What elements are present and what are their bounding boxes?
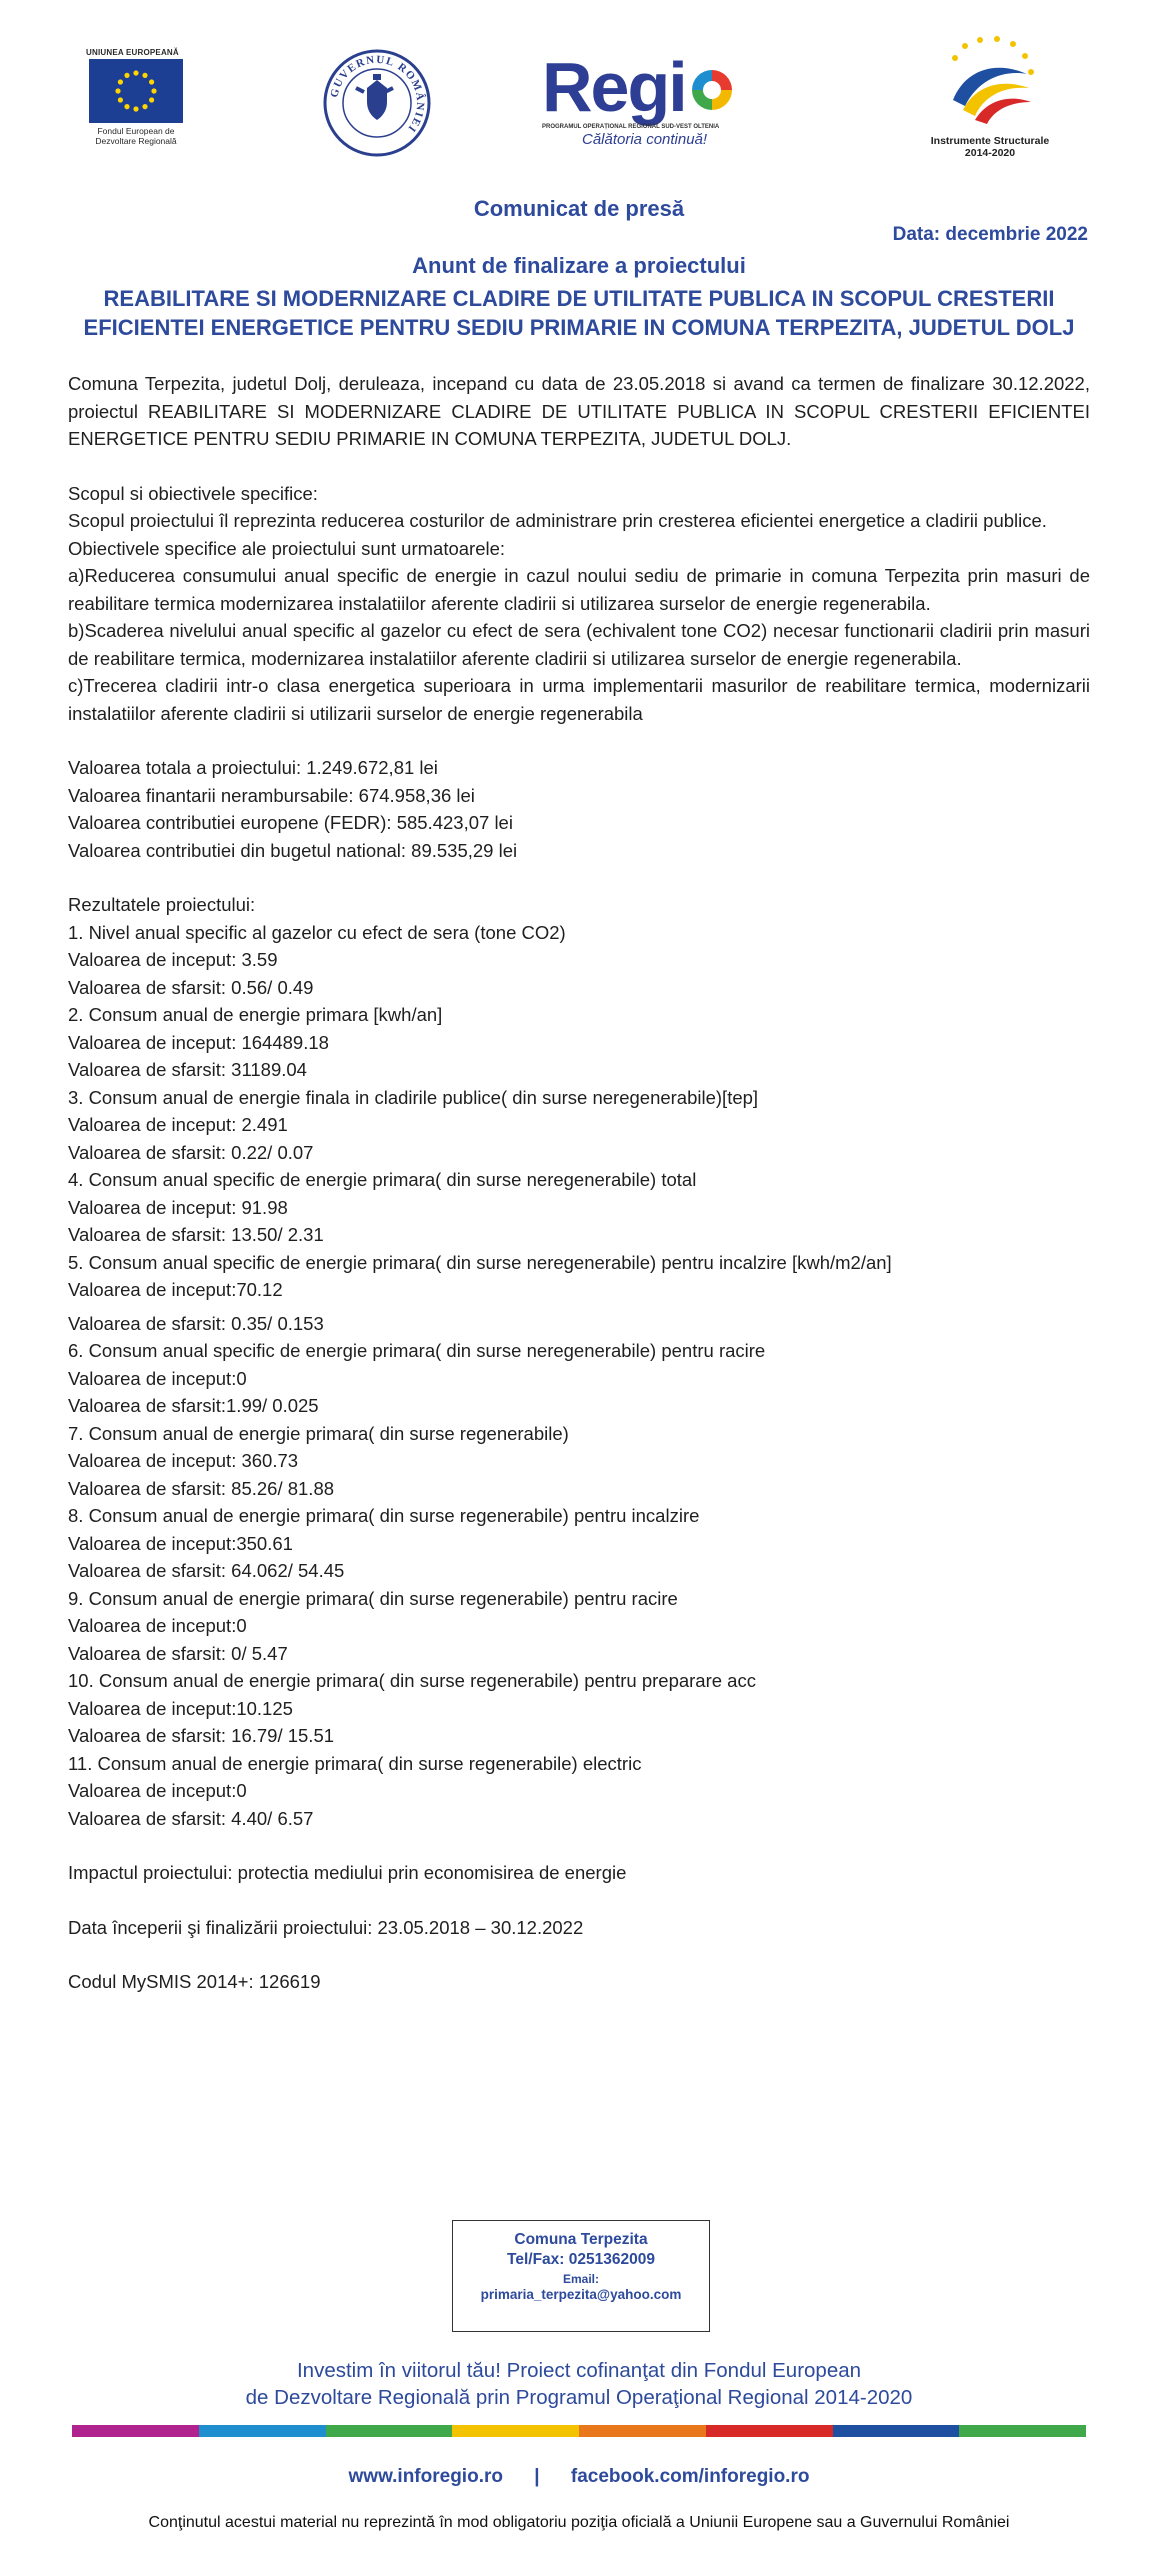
result-title: 1. Nivel anual specific al gazelor cu efect de sera (tone CO2) bbox=[68, 921, 566, 943]
eu-label-top: UNIUNEA EUROPEANĂ bbox=[86, 48, 179, 57]
eu-flag-icon bbox=[89, 59, 183, 123]
project-title-line-1: REABILITARE SI MODERNIZARE CLADIRE DE UTILITATE PUBLICA IN SCOPUL CRESTERII bbox=[103, 286, 1055, 311]
intro-paragraph: Comuna Terpezita, judetul Dolj, deruleaza, incepand cu data de 23.05.2018 si avand ca termen de finalizare 30.12.2022, proiectul REABILITARE SI MODERNIZARE CLADIRE DE UTILITATE PUBLICA IN SCOPUL CRESTERII EFICIENTEI ENERGETICE PENTRU SEDIU PRIMARIE IN COMUNA TERPEZITA, JUDETUL DOLJ. bbox=[68, 373, 1090, 449]
result-end-value: Valoarea de sfarsit: 85.26/ 81.88 bbox=[68, 1477, 335, 1499]
footer-links bbox=[0, 2466, 1158, 2488]
stripe-segment bbox=[452, 2425, 579, 2437]
press-date: Data: decembrie 2022 bbox=[892, 224, 1088, 245]
result-title: 9. Consum anual de energie primara( din surse regenerabile) pentru racire bbox=[68, 1587, 678, 1609]
regio-o-icon bbox=[688, 66, 736, 114]
regio-logo bbox=[542, 48, 762, 152]
investment-statement bbox=[0, 2357, 1158, 2411]
project-title-line-2: EFICIENTEI ENERGETICE PENTRU SEDIU PRIMARIE IN COMUNA TERPEZITA, JUDETUL DOLJ bbox=[83, 315, 1075, 340]
stripe-segment bbox=[959, 2425, 1086, 2437]
result-start-value: Valoarea de inceput:350.61 bbox=[68, 1532, 293, 1554]
scope-paragraph: Scopul proiectului îl reprezinta reducerea costurilor de administrare prin cresterea eficientei energetice a cladirii publice. bbox=[68, 510, 1047, 531]
result-end-value: Valoarea de sfarsit:1.99/ 0.025 bbox=[68, 1395, 319, 1416]
regio-wordmark: Regi bbox=[542, 48, 686, 126]
value-national: Valoarea contributiei din bugetul national: 89.535,29 lei bbox=[68, 839, 518, 861]
result-end-value: Valoarea de sfarsit: 31189.04 bbox=[68, 1059, 307, 1080]
result-start-value: Valoarea de inceput: 164489.18 bbox=[68, 1031, 329, 1053]
project-title bbox=[60, 284, 1098, 342]
eu-label-bottom-1: Fondul European de bbox=[97, 126, 175, 136]
value-total: Valoarea totala a proiectului: 1.249.672,81 lei bbox=[68, 757, 438, 778]
stripe-segment bbox=[72, 2425, 199, 2437]
result-end-value: Valoarea de sfarsit: 64.062/ 54.45 bbox=[68, 1560, 345, 1581]
regio-tagline: Călătoria continuă! bbox=[582, 131, 708, 148]
contact-email[interactable]: primaria_terpezita@yahoo.com bbox=[480, 2287, 682, 2302]
result-title: 2. Consum anual de energie primara [kwh/an] bbox=[68, 1004, 443, 1025]
eu-logo bbox=[82, 48, 190, 146]
stripe-segment bbox=[706, 2425, 833, 2437]
contact-phone: Tel/Fax: 0251362009 bbox=[507, 2251, 655, 2268]
structural-instruments-icon bbox=[935, 30, 1045, 130]
objective-c: c)Trecerea cladirii intr-o clasa energetica superioara in urma implementarii masurilor de reabilitare termica, modernizarii instalatiilor aferente cladirii si utilizarii surselor de energie regenerabila bbox=[68, 675, 1090, 724]
result-start-value: Valoarea de inceput: 3.59 bbox=[68, 949, 278, 970]
government-seal-text: GUVERNUL ROMÂNIEI bbox=[328, 53, 427, 136]
contact-name: Comuna Terpezita bbox=[514, 2231, 648, 2248]
result-start-value: Valoarea de inceput: 91.98 bbox=[68, 1196, 288, 1218]
result-end-value: Valoarea de sfarsit: 4.40/ 6.57 bbox=[68, 1807, 314, 1829]
eu-label-bottom-2: Dezvoltare Regională bbox=[95, 136, 177, 146]
result-start-value: Valoarea de inceput:10.125 bbox=[68, 1697, 293, 1719]
structural-instruments-logo bbox=[920, 30, 1060, 159]
project-impact: Impactul proiectului: protectia mediului prin economisirea de energie bbox=[68, 1862, 627, 1883]
objectives-heading: Scopul si obiectivele specifice: bbox=[68, 482, 318, 504]
objective-b: b)Scaderea nivelului anual specific al gazelor cu efect de sera (echivalent tone CO2) necesar functionarii cladirii prin masuri de reabilitare termica, modernizarea instalatiilor aferente cladirii si utilizarea surselor de energie regenerabila. bbox=[68, 620, 1090, 669]
result-title: 5. Consum anual specific de energie primara( din surse neregenerabile) pentru incalzire [kwh/m2/an] bbox=[68, 1251, 892, 1273]
result-start-value: Valoarea de inceput:0 bbox=[68, 1367, 247, 1389]
regio-subtitle: PROGRAMUL OPERAȚIONAL REGIONAL SUD-VEST OLTENIA bbox=[542, 124, 720, 130]
result-start-value: Valoarea de inceput: 2.491 bbox=[68, 1114, 288, 1135]
stripe-segment bbox=[833, 2425, 960, 2437]
document-body bbox=[68, 370, 1090, 1996]
result-title: 3. Consum anual de energie finala in cladirile publice( din surse neregenerabile)[tep] bbox=[68, 1086, 759, 1108]
mysmis-code: Codul MySMIS 2014+: 126619 bbox=[68, 1971, 321, 1992]
contact-box bbox=[452, 2220, 710, 2332]
value-fedr: Valoarea contributiei europene (FEDR): 585.423,07 lei bbox=[68, 812, 513, 833]
inforegio-link[interactable]: www.inforegio.ro bbox=[348, 2466, 503, 2487]
structural-instruments-label-2: 2014-2020 bbox=[964, 147, 1016, 159]
result-start-value: Valoarea de inceput:0 bbox=[68, 1780, 247, 1801]
result-start-value: Valoarea de inceput:0 bbox=[68, 1615, 247, 1636]
objective-a: a)Reducerea consumului anual specific de energie in cazul noului sediu de primarie in comuna Terpezita prin masuri de reabilitare termica modernizarea instalatiilor aferente cladirii si utilizarea surselor de energie regenerabila. bbox=[68, 565, 1090, 614]
value-non-refundable: Valoarea finantarii nerambursabile: 674.958,36 lei bbox=[68, 784, 475, 806]
result-end-value: Valoarea de sfarsit: 16.79/ 15.51 bbox=[68, 1725, 335, 1746]
contact-email-label: Email: bbox=[562, 2272, 599, 2286]
press-release-heading: Comunicat de presă bbox=[473, 196, 685, 221]
footer-link-separator: | bbox=[534, 2466, 540, 2487]
result-title: 11. Consum anual de energie primara( din surse regenerabile) electric bbox=[68, 1752, 642, 1774]
specific-objectives-heading: Obiectivele specifice ale proiectului sunt urmatoarele: bbox=[68, 537, 506, 559]
result-title: 7. Consum anual de energie primara( din surse regenerabile) bbox=[68, 1422, 569, 1444]
result-end-value: Valoarea de sfarsit: 0.56/ 0.49 bbox=[68, 976, 314, 998]
government-logo bbox=[322, 48, 432, 158]
investment-line-1: Investim în viitorul tău! Proiect cofinanţat din Fondul European bbox=[296, 2359, 862, 2382]
facebook-link[interactable]: facebook.com/inforegio.ro bbox=[570, 2466, 810, 2487]
stripe-segment bbox=[326, 2425, 453, 2437]
investment-line-2: de Dezvoltare Regională prin Programul Operaţional Regional 2014-2020 bbox=[245, 2386, 913, 2409]
result-end-value: Valoarea de sfarsit: 0.35/ 0.153 bbox=[68, 1312, 324, 1334]
results-heading: Rezultatele proiectului: bbox=[68, 894, 256, 915]
stripe-segment bbox=[199, 2425, 326, 2437]
project-dates: Data începerii şi finalizării proiectului: 23.05.2018 – 30.12.2022 bbox=[68, 1916, 584, 1938]
disclaimer: Conţinutul acestui material nu reprezintă în mod obligatoriu poziţia oficială a Uniunii Europene sau a Guvernului României bbox=[148, 2514, 1010, 2531]
structural-instruments-label-1: Instrumente Structurale bbox=[930, 135, 1050, 147]
result-end-value: Valoarea de sfarsit: 13.50/ 2.31 bbox=[68, 1224, 324, 1245]
result-title: 10. Consum anual de energie primara( din surse regenerabile) pentru preparare acc bbox=[68, 1670, 756, 1691]
stripe-segment bbox=[579, 2425, 706, 2437]
result-start-value: Valoarea de inceput:70.12 bbox=[68, 1279, 283, 1300]
result-end-value: Valoarea de sfarsit: 0.22/ 0.07 bbox=[68, 1141, 314, 1163]
color-stripe bbox=[72, 2425, 1086, 2437]
result-title: 4. Consum anual specific de energie primara( din surse neregenerabile) total bbox=[68, 1169, 697, 1190]
result-title: 6. Consum anual specific de energie primara( din surse neregenerabile) pentru racire bbox=[68, 1340, 766, 1361]
result-start-value: Valoarea de inceput: 360.73 bbox=[68, 1450, 299, 1471]
result-title: 8. Consum anual de energie primara( din surse regenerabile) pentru incalzire bbox=[68, 1505, 700, 1526]
government-seal-icon bbox=[322, 48, 432, 158]
announcement-heading: Anunt de finalizare a proiectului bbox=[412, 253, 746, 278]
result-end-value: Valoarea de sfarsit: 0/ 5.47 bbox=[68, 1642, 288, 1664]
